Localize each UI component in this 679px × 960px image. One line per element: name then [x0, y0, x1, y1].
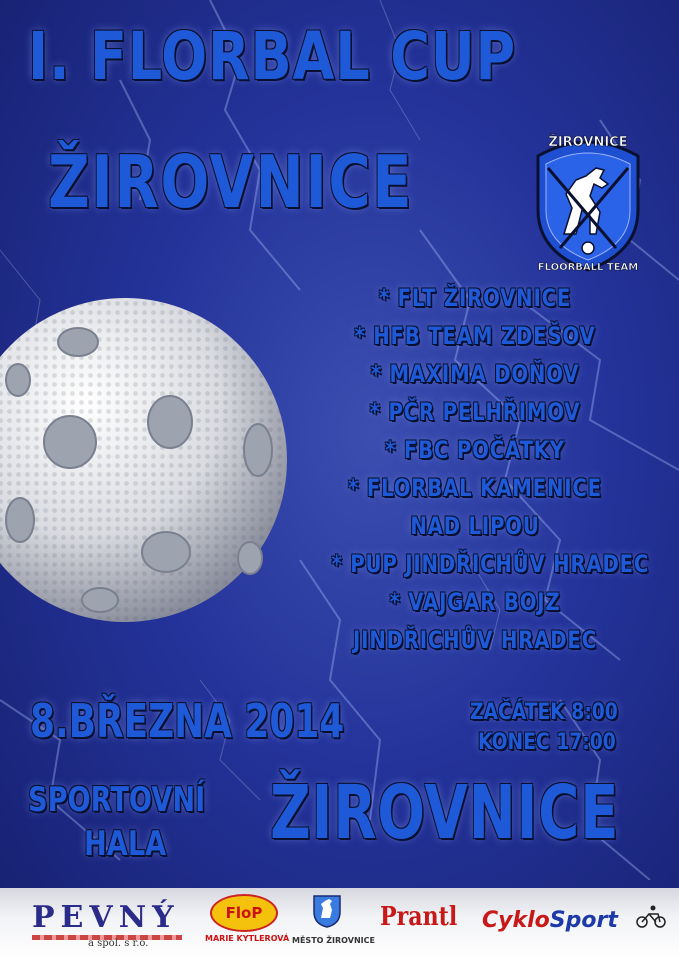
sponsor-pevny: PEVNÝ — [32, 900, 180, 935]
sponsor-mesto-sub: MĚSTO ŽIROVNICE — [292, 936, 375, 945]
floorball-icon — [0, 290, 290, 630]
team-item: * VAJGAR BOJZ — [389, 588, 561, 616]
venue-line-1: SPORTOVNÍ — [28, 780, 206, 820]
team-item: * FLORBAL KAMENICE — [348, 474, 602, 502]
venue-line-2: HALA — [84, 824, 167, 864]
team-item: * FBC POČÁTKY — [385, 436, 565, 464]
sponsor-prantl: Prantl — [380, 902, 458, 932]
start-time: ZAČÁTEK 8:00 — [470, 700, 618, 725]
sponsor-cyklosport — [482, 908, 618, 933]
team-item: * PUP JINDŘICHŮV HRADEC — [331, 550, 650, 578]
sponsor-flop-sub: MARIE KYTLEROVÁ — [205, 934, 290, 943]
teams-list — [300, 284, 650, 684]
sponsor-sport-text: Sport — [549, 908, 618, 933]
team-item: * FLT ŽIROVNICE — [378, 284, 572, 312]
event-date: 8.BŘEZNA 2014 — [30, 694, 345, 748]
logo-bottom-text: FLOORBALL TEAM — [537, 262, 639, 273]
title-line-2: ŽIROVNICE — [48, 140, 414, 224]
sponsor-pevny-sub: a spol. s r.o. — [88, 938, 149, 949]
sponsor-cyklo-text: Cyklo — [482, 908, 550, 933]
end-time: KONEC 17:00 — [478, 730, 616, 755]
team-item: JINDŘICHŮV HRADEC — [353, 626, 597, 654]
venue-city: ŽIROVNICE — [270, 770, 620, 856]
team-item: * PČR PELHŘIMOV — [369, 398, 581, 426]
logo-top-text: ŽIROVNICE — [548, 135, 628, 150]
team-logo — [524, 124, 652, 274]
team-item: * HFB TEAM ZDEŠOV — [354, 322, 596, 350]
team-item: NAD LIPOU — [410, 512, 540, 540]
cyclist-icon — [636, 904, 666, 928]
sponsor-flop: FloP — [210, 894, 278, 932]
town-crest-icon — [312, 892, 342, 928]
sponsors-bar — [0, 888, 679, 960]
title-line-1: I. FLORBAL CUP — [28, 18, 517, 95]
team-item: * MAXIMA DOŇOV — [370, 360, 580, 388]
